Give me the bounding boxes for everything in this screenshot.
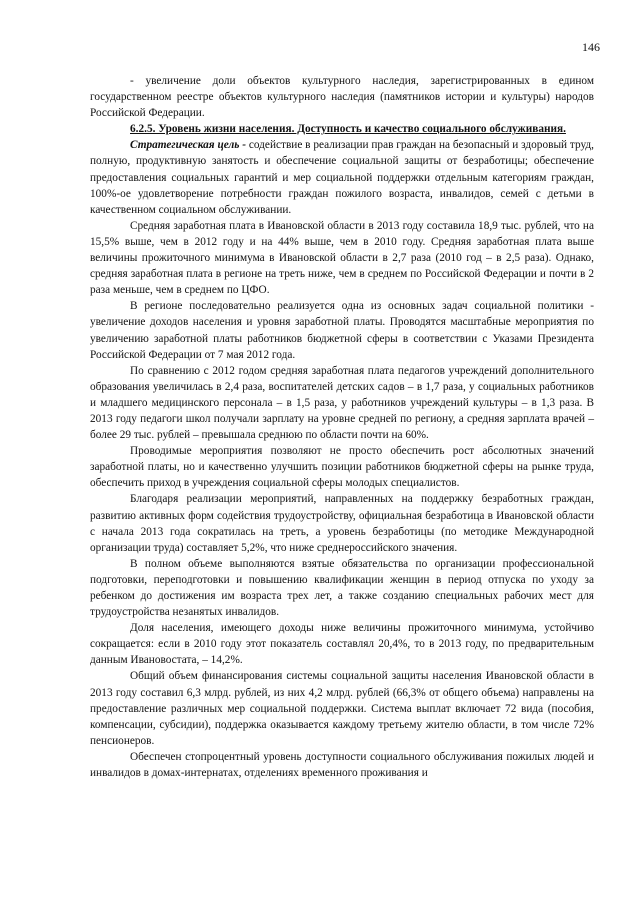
paragraph-measures: Проводимые мероприятия позволяют не просто обеспечить рост абсолютных значений заработной платы, но и качественно улучшить позиции работников бюджетной сферы на рынке труда, обеспечить приход в учреждения социальной сферы молодых специалистов. — [90, 445, 594, 490]
strategic-goal-label: Стратегическая цель - — [130, 139, 247, 152]
document-body — [90, 73, 594, 781]
page-number: 146 — [582, 40, 600, 54]
paragraph-financing: Общий объем финансирования системы социальной защиты населения Ивановской области в 2013 году составил 6,3 млрд. рублей, из них 4,2 млрд. рублей (66,3% от общего объема) направлены на предоставление различных мер социальной поддержки. Система выплат включает 72 вида (пособия, компенсации, субсидии), поддержка оказывается каждому третьему жителю области, в том числе 72% пенсионеров. — [90, 670, 594, 747]
paragraph-salary: Средняя заработная плата в Ивановской области в 2013 году составила 18,9 тыс. рублей, что на 15,5% выше, чем в 2012 году и на 44% выше, чем в 2010 году. Средняя заработная плата выше величины прожиточного минимума в Ивановской области в 2,7 раза (2010 год – в 2,5 раза). Однако, средняя заработная плата в регионе на треть ниже, чем в среднем по Российской Федерации и почти в 2 раза меньше, чем в среднем по ЦФО. — [90, 219, 594, 297]
paragraph-income-policy: В регионе последовательно реализуется одна из основных задач социальной политики - увеличение доходов населения и уровня заработной платы. Проводятся масштабные мероприятия по увеличению заработной платы работников бюджетной сферы в соответствии с Указами Президента Российской Федерации от 7 мая 2012 года. — [90, 300, 594, 361]
paragraph-training: В полном объеме выполняются взятые обязательства по организации профессиональной подготовки, переподготовки и повышению квалификации женщин в период отпуска по уходу за ребенком до достижения им возраста трех лет, а также созданию специальных рабочих мест для трудоустройства незанятых инвалидов. — [90, 557, 594, 619]
intro-paragraph: - увеличение доли объектов культурного наследия, зарегистрированных в едином государственном реестре объектов культурного наследия (памятников истории и культуры) народов Российской Федерации. — [90, 75, 594, 120]
strategic-goal-text: содействие в реализации прав граждан на безопасный и здоровый труд, полную, продуктивную занятость и обеспечение социальной защиты от безработицы; обеспечение предоставления социальных гарантий и мер социальной поддержки отдельным категориям граждан, 100%-ое удовлетворение потребности граждан пожилого возраста, инвалидов, семей с детьми в качественном социальном обслуживании. — [90, 139, 594, 216]
paragraph-unemployment: Благодаря реализации мероприятий, направленных на поддержку безработных граждан, развитию активных форм содействия трудоустройству, официальная безработица в Ивановской области с начала 2013 года сократилась на треть, а уровень безработицы (по методике Международной организации труда) составляет 5,2%, что ниже среднероссийского значения. — [90, 493, 594, 554]
paragraph-poverty: Доля населения, имеющего доходы ниже величины прожиточного минимума, устойчиво сокращается: если в 2010 году этот показатель составлял 20,4%, то в 2013 году, по предварительным данным Ивановостата, – 14,2%. — [90, 622, 594, 667]
paragraph-salary-comparison: По сравнению с 2012 годом средняя заработная плата педагогов учреждений дополнительного образования увеличилась в 2,4 раза, воспитателей детских садов – в 1,7 раза, у социальных работников и младшего медицинского персонала – в 1,5 раза, у работников учреждений культуры – в 1,3 раза. В 2013 году педагоги школ получали зарплату на уровне средней по региону, а средняя зарплата врачей – более 29 тыс. рублей – превышала среднюю по области почти на 60%. — [90, 364, 594, 442]
section-heading: 6.2.5. Уровень жизни населения. Доступность и качество социального обслуживания. — [130, 123, 566, 136]
strategic-goal-paragraph — [90, 137, 594, 217]
paragraph-social-services: Обеспечен стопроцентный уровень доступности социального обслуживания пожилых людей и инвалидов в домах-интернатах, отделениях временного проживания и — [90, 750, 594, 780]
